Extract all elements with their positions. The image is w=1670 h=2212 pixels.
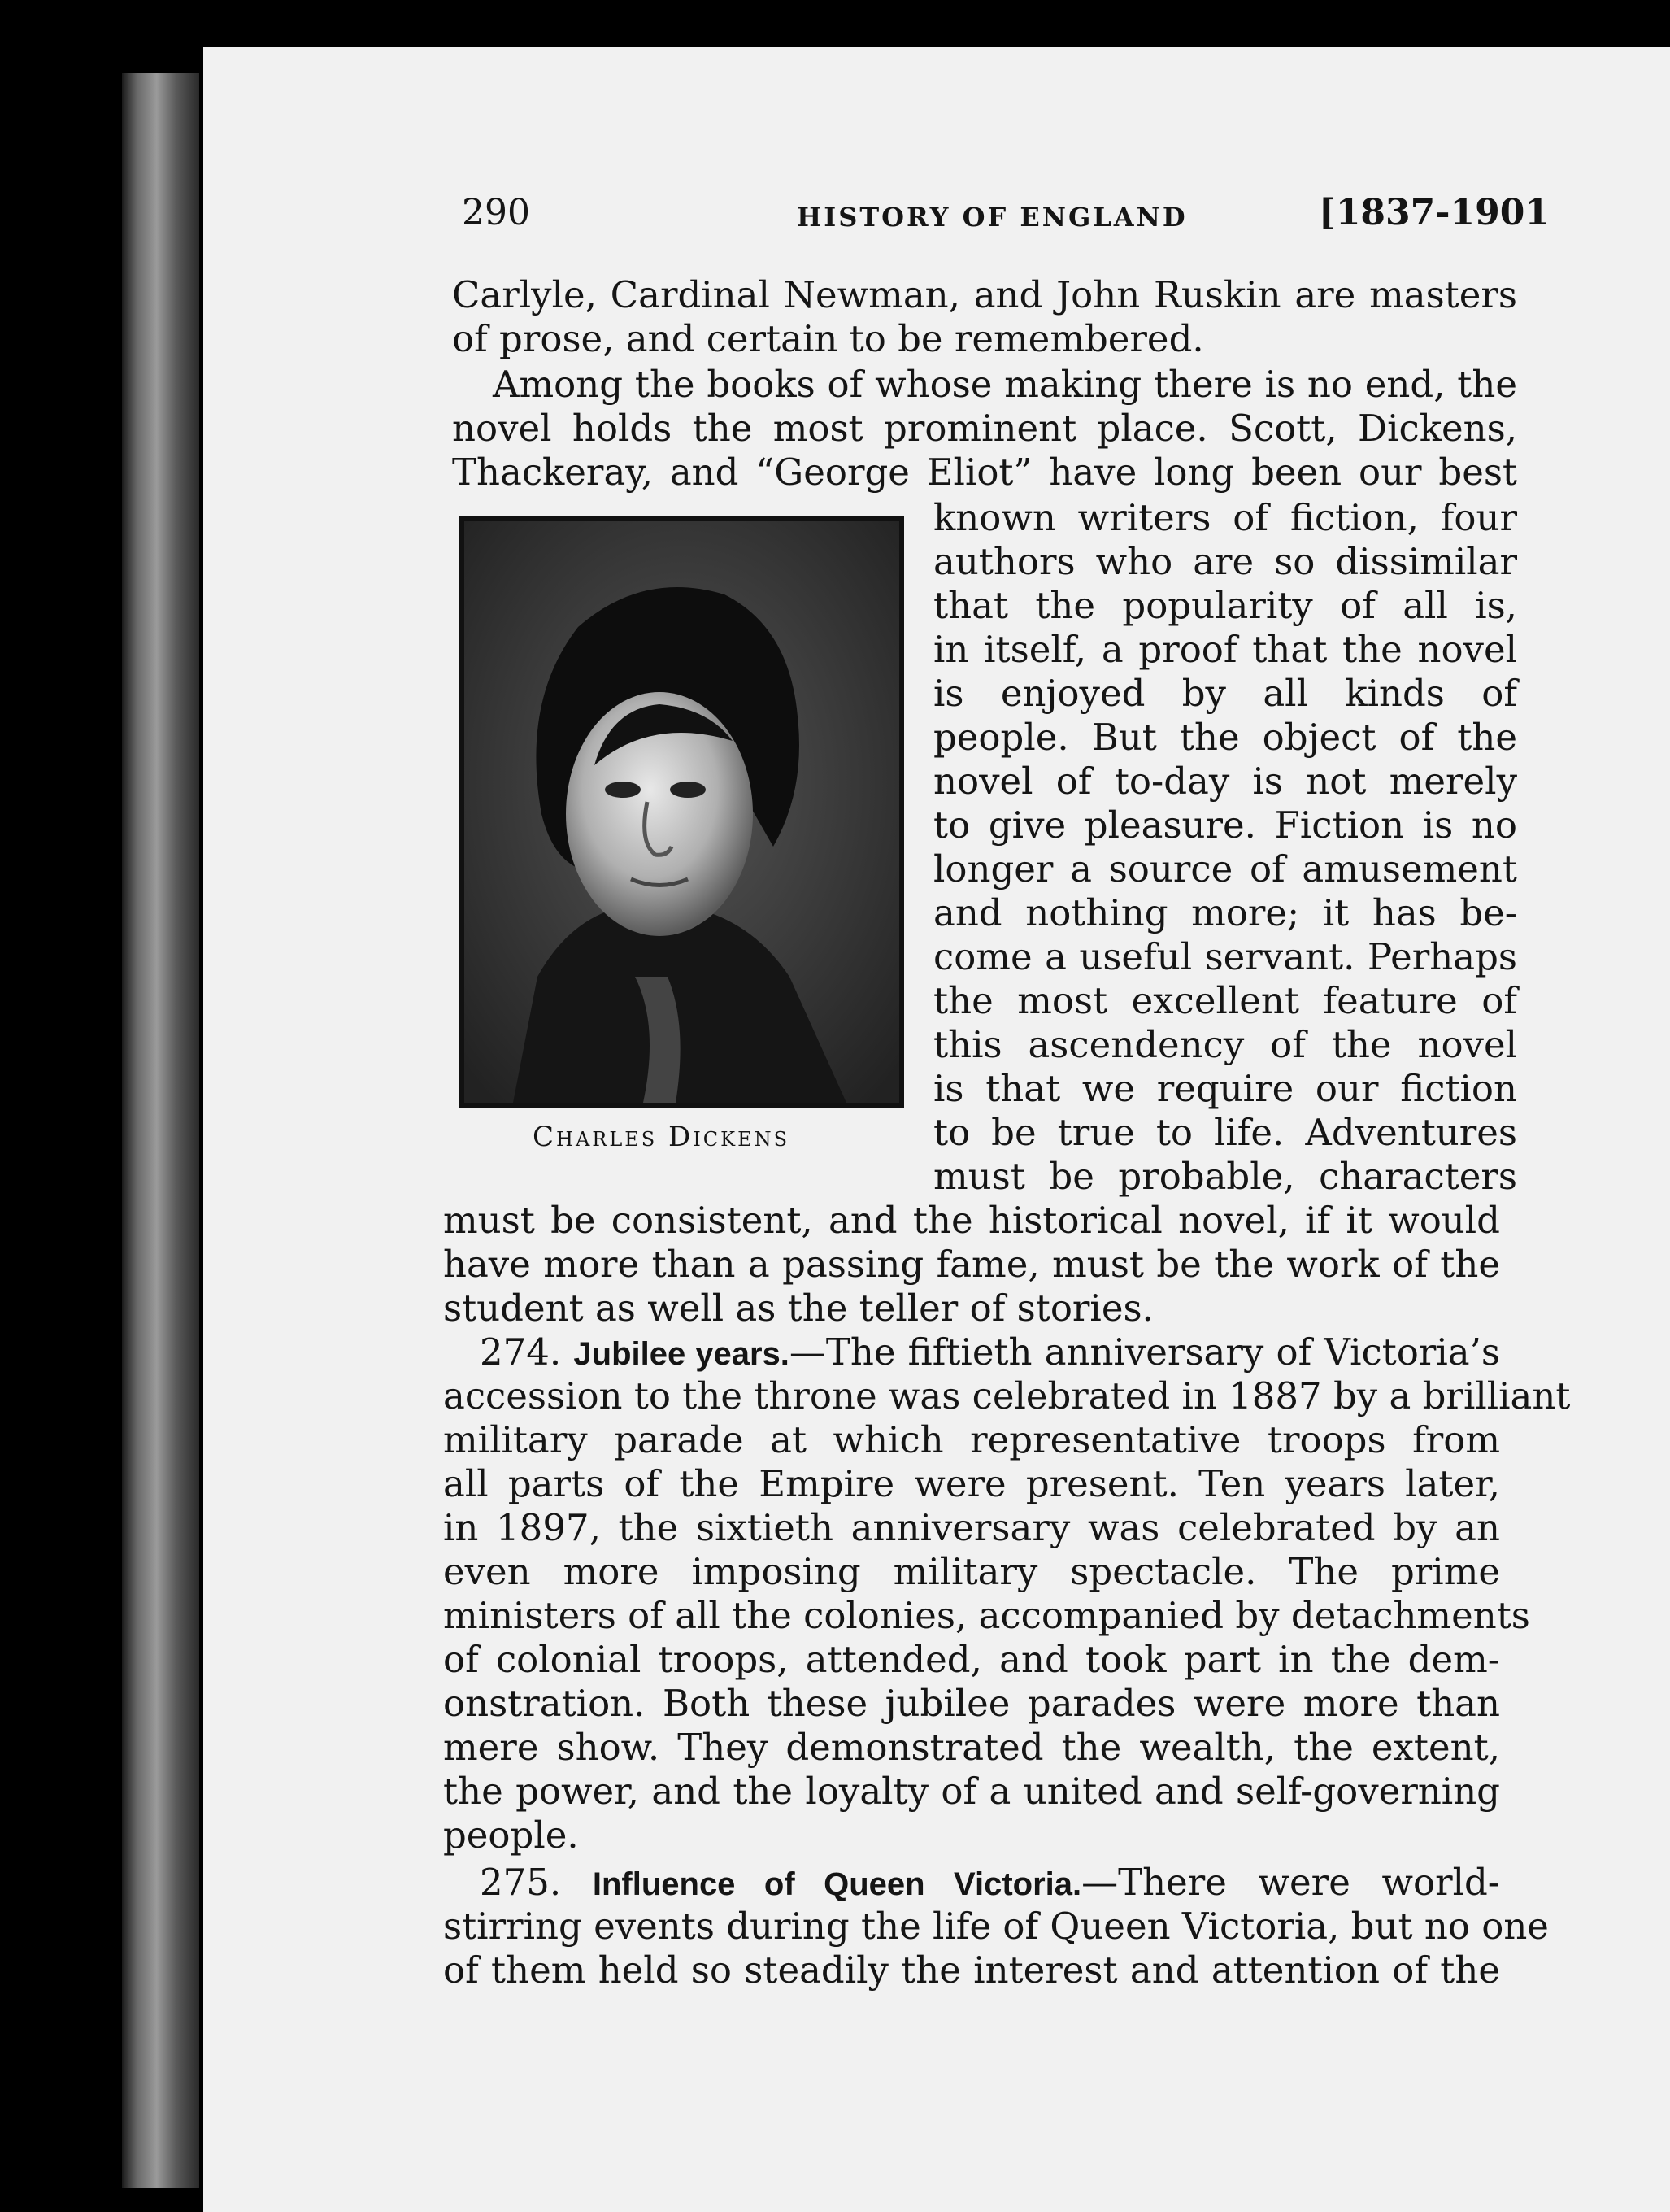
section-number: 274. (480, 1330, 562, 1374)
text-line: and nothing more; it has be- (933, 891, 1517, 934)
running-title: HISTORY OF ENGLAND (797, 202, 1188, 233)
portrait-charles-dickens-image (464, 521, 899, 1103)
text-line: accession to the throne was celebrated in 1887 by a brilliant (443, 1374, 1571, 1417)
text-line: the power, and the loyalty of a united and self-governing (443, 1770, 1500, 1813)
text-line: longer a source of amusement (933, 847, 1517, 890)
text-line: come a useful servant. Perhaps (933, 935, 1517, 978)
text-line: ministers of all the colonies, accompanied by detachments (443, 1594, 1530, 1637)
text-line: to be true to life. Adventures (933, 1111, 1517, 1154)
text-line: in itself, a proof that the novel (933, 628, 1517, 671)
text-line: this ascendency of the novel (933, 1023, 1517, 1066)
text-line: Thackeray, and “George Eliot” have long been our best (452, 451, 1517, 494)
page-number: 290 (462, 192, 530, 233)
text-line: of colonial troops, attended, and took part in the dem- (443, 1638, 1500, 1681)
text-line: authors who are so dissimilar (933, 540, 1517, 583)
text-line: have more than a passing fame, must be the work of the (443, 1243, 1500, 1286)
text-line: Among the books of whose making there is no end, the (493, 363, 1517, 406)
text-line: novel of to-day is not merely (933, 760, 1517, 803)
text-line: the most excellent feature of (933, 979, 1517, 1022)
text-line: onstration. Both these jubilee parades were more than (443, 1682, 1500, 1725)
text-line: student as well as the teller of stories. (443, 1287, 1154, 1330)
text-line: of them held so steadily the interest and attention of the (443, 1949, 1500, 1992)
text-line: all parts of the Empire were present. Ten years later, (443, 1462, 1500, 1505)
text-line: mere show. They demonstrated the wealth, the extent, (443, 1726, 1500, 1769)
section-number: 275. (480, 1861, 562, 1904)
text-line: Carlyle, Cardinal Newman, and John Ruskin are masters (452, 273, 1517, 316)
text-line: is that we require our fiction (933, 1067, 1517, 1110)
text-line: is enjoyed by all kinds of (933, 672, 1517, 715)
text-line: people. (443, 1814, 579, 1857)
text-line: novel holds the most prominent place. Scott, Dickens, (452, 407, 1517, 450)
text-line: that the popularity of all is, (933, 584, 1517, 627)
text-line: people. But the object of the (933, 716, 1517, 759)
text-line: stirring events during the life of Queen Victoria, but no one (443, 1905, 1549, 1948)
figure-caption: Charles Dickens (533, 1121, 790, 1153)
text-run: —The fiftieth anniversary of Victoria’s (789, 1330, 1500, 1374)
text-line: in 1897, the sixtieth anniversary was celebrated by an (443, 1506, 1500, 1549)
text-line: military parade at which representative troops from (443, 1418, 1500, 1461)
section-heading-line (480, 1861, 1500, 1904)
portrait-figure (459, 516, 904, 1108)
section-heading-line (480, 1330, 1500, 1374)
text-line: to give pleasure. Fiction is no (933, 803, 1517, 847)
text-line: of prose, and certain to be remembered. (452, 317, 1204, 360)
date-range: [1837-1901 (1319, 192, 1550, 233)
section-heading: Jubilee years. (573, 1336, 789, 1372)
section-heading: Influence of Queen Victoria. (592, 1866, 1082, 1902)
text-line: must be consistent, and the historical novel, if it would (443, 1199, 1500, 1242)
text-line: known writers of fiction, four (933, 496, 1517, 539)
text-line: must be probable, characters (933, 1155, 1517, 1198)
text-line: even more imposing military spectacle. The prime (443, 1550, 1500, 1593)
text-run: —There were world- (1081, 1861, 1500, 1904)
book-spine (122, 73, 199, 2188)
